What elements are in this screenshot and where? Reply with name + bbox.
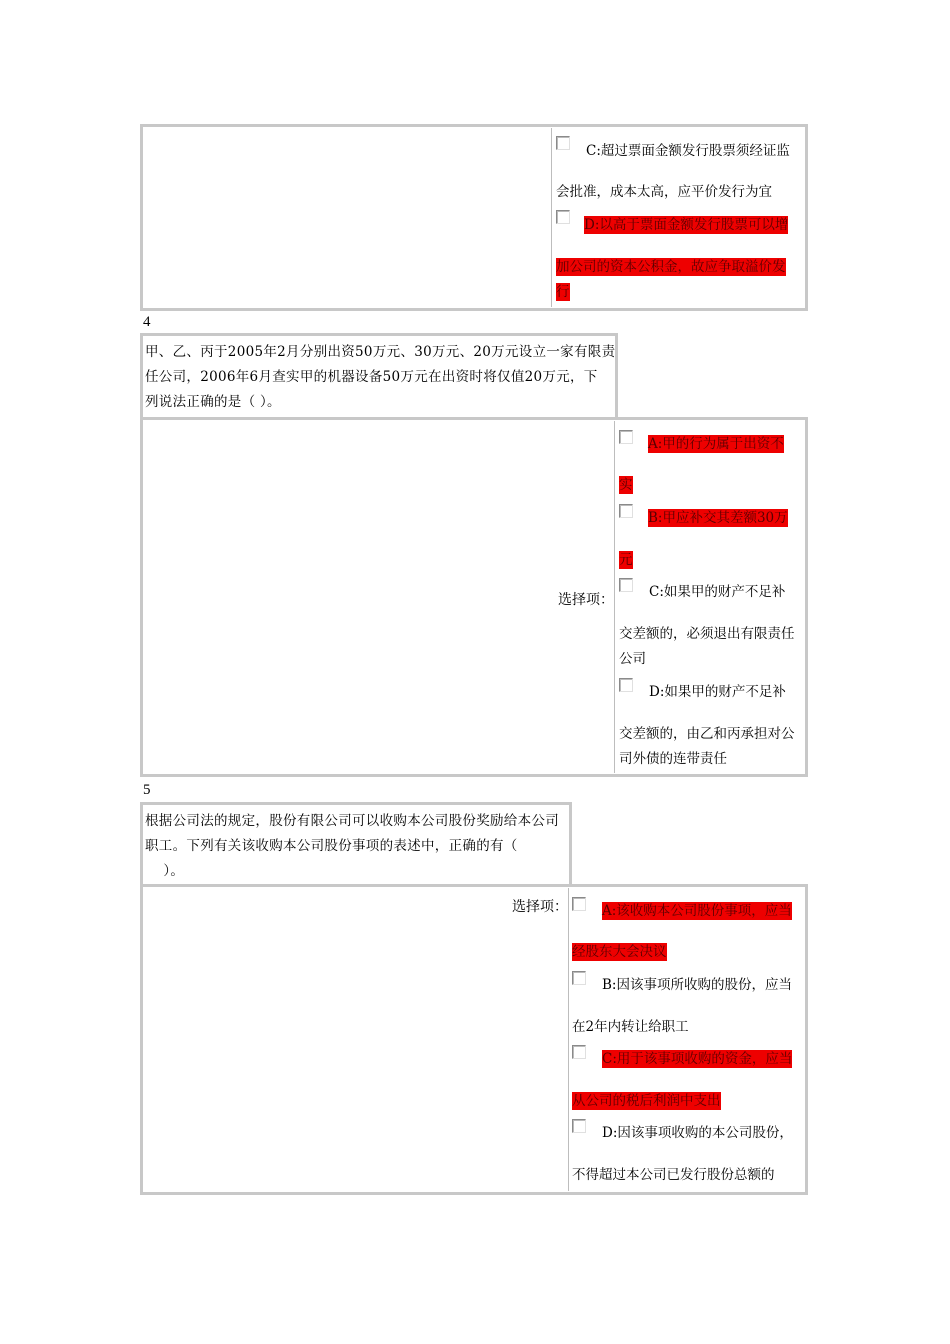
q3-option-c-checkbox[interactable] [556, 136, 570, 150]
q5-option-a-line1: A:该收购本公司股份事项，应当 [602, 903, 792, 919]
q5-question-text [145, 809, 559, 884]
q4-option-d-line1: D:如果甲的财产不足补 [649, 684, 786, 700]
q4-question-line3: 列说法正确的是（ ）。 [145, 394, 281, 410]
q4-option-a-line2: 实 [619, 477, 633, 493]
q3-option-d-line2: 加公司的资本公积金，故应争取溢价发 [556, 259, 786, 275]
q5-number: 5 [143, 782, 151, 798]
q5-option-a-checkbox[interactable] [572, 897, 586, 911]
q4-option-a-line1: A:甲的行为属于出资不 [648, 436, 784, 452]
q5-question-line1: 根据公司法的规定，股份有限公司可以收购本公司股份奖励给本公司 [145, 813, 559, 829]
q5-question-line3: ）。 [145, 863, 185, 879]
q5-option-c-line1: C:用于该事项收购的资金，应当 [602, 1051, 793, 1067]
q4-number: 4 [143, 314, 151, 330]
q5-column-divider [568, 888, 569, 1191]
q4-option-a-checkbox[interactable] [619, 430, 633, 444]
q5-answer-table [140, 884, 808, 1195]
q3-option-d-checkbox[interactable] [556, 210, 570, 224]
q5-option-b-line2: 在2年内转让给职工 [572, 1019, 689, 1035]
q4-option-d-line2: 交差额的，由乙和丙承担对公 [619, 726, 795, 742]
q4-option-c-line1: C:如果甲的财产不足补 [649, 584, 786, 600]
q4-option-b-line2: 元 [619, 552, 633, 568]
q5-select-label: 选择项： [512, 899, 568, 915]
q4-option-c-line2: 交差额的，必须退出有限责任 [619, 626, 795, 642]
q5-option-b-line1: B:因该事项所收购的股份，应当 [602, 977, 792, 993]
q5-option-a-line2: 经股东大会决议 [572, 944, 667, 960]
q3-option-d-line1: D:以高于票面金额发行股票可以增 [584, 217, 789, 233]
q5-option-d-checkbox[interactable] [572, 1119, 586, 1133]
q4-question-text [145, 340, 615, 415]
q4-option-d-line3: 司外债的连带责任 [619, 751, 727, 767]
q5-option-c-checkbox[interactable] [572, 1045, 586, 1059]
q3-column-divider [551, 128, 552, 307]
q5-option-c-line2: 从公司的税后利润中支出 [572, 1093, 721, 1109]
q3-option-d-line3: 行 [556, 284, 570, 300]
q3-option-c-line2: 会批准，成本太高，应平价发行为宜 [556, 184, 772, 200]
q3-option-c-line1: C:超过票面金额发行股票须经证监 [586, 143, 790, 159]
q5-option-d-line2: 不得超过本公司已发行股份总额的 [572, 1167, 775, 1183]
q4-column-divider [614, 421, 615, 773]
q5-question-line2: 职工。下列有关该收购本公司股份事项的表述中，正确的有（ [145, 838, 518, 854]
q4-select-label: 选择项： [558, 592, 614, 608]
q4-option-c-checkbox[interactable] [619, 578, 633, 592]
q4-option-b-checkbox[interactable] [619, 504, 633, 518]
q4-question-line1: 甲、乙、丙于2005年2月分别出资50万元、30万元、20万元设立一家有限责 [145, 344, 616, 360]
q4-option-c-line3: 公司 [619, 651, 646, 667]
q4-option-b-line1: B:甲应补交其差额30万 [648, 510, 788, 526]
q4-question-line2: 任公司，2006年6月查实甲的机器设备50万元在出资时将仅值20万元，下 [145, 369, 598, 385]
q5-option-d-line1: D:因该事项收购的本公司股份， [602, 1125, 793, 1141]
q4-option-d-checkbox[interactable] [619, 678, 633, 692]
q5-option-b-checkbox[interactable] [572, 971, 586, 985]
